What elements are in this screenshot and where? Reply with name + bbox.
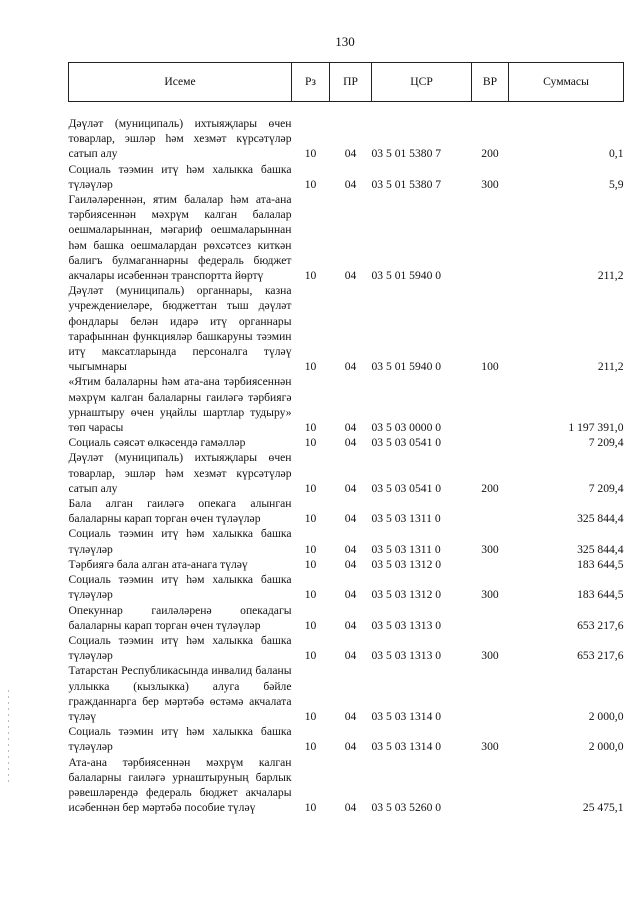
row-sum: 325 844,4	[577, 542, 624, 556]
row-pr: 04	[344, 588, 357, 602]
row-rz: 10	[304, 618, 317, 632]
row-vr	[472, 192, 509, 283]
row-rz: 10	[304, 512, 317, 526]
row-rz: 10	[304, 557, 317, 571]
row-vr: 300	[481, 740, 499, 754]
row-sum: 653 217,6	[577, 649, 624, 663]
row-vr: 200	[481, 147, 499, 161]
row-name: Ата-ана тәрбиясеннән мәхрүм калган балаларны гаиләгә урнаштыруның барлык рәвешләрендә федераль бюджет акчалары исәбеннән бер мәртәбә пособие түләү	[68, 755, 292, 815]
row-vr	[472, 603, 509, 633]
row-pr: 04	[344, 557, 357, 571]
row-pr: 04	[344, 801, 357, 815]
table-row	[69, 496, 624, 526]
row-vr: 100	[481, 360, 499, 374]
row-pr: 04	[344, 360, 357, 374]
header-pr: ПР	[330, 63, 372, 102]
row-rz: 10	[304, 588, 317, 602]
row-name: Социаль сәясәт өлкәсендә гамәлләр	[68, 436, 246, 450]
table-row	[69, 526, 624, 556]
header-rz: Рз	[292, 63, 330, 102]
row-vr	[472, 663, 509, 724]
table-row	[69, 663, 624, 724]
row-sum: 5,9	[609, 177, 624, 191]
row-vr: 300	[481, 588, 499, 602]
header-sum: Суммасы	[509, 63, 624, 102]
row-rz: 10	[304, 740, 317, 754]
row-name: Дәүләт (муниципаль) органнары, казна учреждениеләре, бюджеттан тыш дәүләт фондлары белән идарә итү органнары тарафыннан функцияләр башкаруны тәэмин итү максатларында персоналга түләү чыгымнары	[68, 284, 292, 374]
row-csr: 03 5 03 1314 0	[371, 740, 442, 754]
page-number: 130	[335, 34, 355, 49]
row-csr: 03 5 03 1313 0	[371, 649, 442, 663]
row-csr: 03 5 03 1312 0	[371, 557, 442, 571]
row-pr: 04	[344, 740, 357, 754]
table-header-row	[69, 63, 624, 102]
row-csr: 03 5 03 1311 0	[371, 542, 441, 556]
row-vr	[472, 435, 509, 450]
row-rz: 10	[304, 649, 317, 663]
row-sum: 325 844,4	[577, 512, 624, 526]
row-sum: 2 000,0	[588, 709, 624, 723]
row-rz: 10	[304, 481, 317, 495]
row-name: Дәүләт (муниципаль) ихтыяҗлары өчен товарлар, эшләр һәм хезмәт күрсәтүләр сатып алу	[68, 117, 292, 161]
row-sum: 7 209,4	[588, 481, 624, 495]
table-row	[69, 633, 624, 663]
row-sum: 1 197 391,0	[568, 421, 624, 435]
row-name: Опекуннар гаиләләренә опекадагы балаларны карап торган өчен түләүләр	[68, 603, 292, 632]
table-row	[69, 603, 624, 633]
row-vr	[472, 755, 509, 816]
row-rz: 10	[304, 360, 317, 374]
header-name: Исеме	[69, 63, 292, 102]
table-row	[69, 450, 624, 496]
margin-dotted-line	[8, 690, 9, 785]
budget-table	[68, 62, 624, 815]
row-name: «Ятим балаларны һәм ата-ана тәрбиясеннән мәхрүм калган балаларны гаиләгә тәрбиягә урнаштыру өчен уңайлы шартлар тудыру» төп чарасы	[68, 375, 292, 435]
row-vr: 200	[481, 481, 499, 495]
row-rz: 10	[304, 542, 317, 556]
row-pr: 04	[344, 512, 357, 526]
table-row	[69, 724, 624, 754]
row-sum: 0,1	[609, 147, 624, 161]
header-csr: ЦСР	[372, 63, 472, 102]
row-rz: 10	[304, 421, 317, 435]
row-csr: 03 5 03 0541 0	[371, 436, 442, 450]
row-name: Дәүләт (муниципаль) ихтыяҗлары өчен товарлар, эшләр һәм хезмәт күрсәтүләр сатып алу	[68, 451, 292, 495]
row-csr: 03 5 03 1314 0	[371, 709, 442, 723]
row-sum: 183 644,5	[577, 557, 624, 571]
table-row	[69, 572, 624, 602]
row-sum: 7 209,4	[588, 436, 624, 450]
row-name: Социаль тәэмин итү һәм халыкка башка түләүләр	[68, 633, 292, 663]
table-row	[69, 755, 624, 816]
table-spacer	[69, 102, 624, 117]
row-rz: 10	[304, 801, 317, 815]
table-row	[69, 192, 624, 283]
row-pr: 04	[344, 177, 357, 191]
table-row	[69, 557, 624, 572]
row-name: Социаль тәэмин итү һәм халыкка башка түләүләр	[68, 527, 292, 556]
row-name: Гаиләләреннән, ятим балалар һәм ата-ана тәрбиясеннән мәхрүм калган балалар оешмаларыннан, мәгариф оешмаларыннан һәм башка оешмалардан рөхсәтсез киткән балигъ булмаганнарны федераль бюджет акчалары исәбеннән транспортта йөртү	[68, 193, 292, 283]
table-row	[69, 374, 624, 435]
row-name: Бала алган гаиләгә опекага алынган балаларны карап торган өчен түләүләр	[68, 497, 292, 526]
row-rz: 10	[304, 269, 317, 283]
row-rz: 10	[304, 709, 317, 723]
row-csr: 03 5 01 5940 0	[371, 360, 442, 374]
row-vr	[472, 557, 509, 572]
row-pr: 04	[344, 481, 357, 495]
row-csr: 03 5 03 1311 0	[371, 512, 441, 526]
row-sum: 211,2	[597, 360, 624, 374]
table-row	[69, 435, 624, 450]
row-pr: 04	[344, 269, 357, 283]
row-csr: 03 5 01 5380 7	[371, 147, 442, 161]
row-vr	[472, 374, 509, 435]
row-name: Тәрбиягә бала алган ата-анага түләү	[68, 557, 248, 571]
row-pr: 04	[344, 649, 357, 663]
row-csr: 03 5 03 1312 0	[371, 588, 442, 602]
row-pr: 04	[344, 618, 357, 632]
row-pr: 04	[344, 542, 357, 556]
row-csr: 03 5 03 1313 0	[371, 618, 442, 632]
row-sum: 2 000,0	[588, 740, 624, 754]
row-pr: 04	[344, 436, 357, 450]
row-name: Социаль тәэмин итү һәм халыкка башка түләүләр	[68, 725, 292, 754]
row-sum: 211,2	[597, 269, 624, 283]
row-vr: 300	[481, 177, 499, 191]
row-vr: 300	[481, 542, 499, 556]
row-name: Социаль тәэмин итү һәм халыкка башка түләүләр	[68, 573, 292, 602]
row-sum: 653 217,6	[577, 618, 624, 632]
row-csr: 03 5 01 5380 7	[371, 177, 442, 191]
row-rz: 10	[304, 147, 317, 161]
row-sum: 25 475,1	[582, 801, 624, 815]
row-rz: 10	[304, 436, 317, 450]
row-name: Татарстан Республикасында инвалид баланы уллыкка (кызлыкка) алуга бәйле гражданнарга бер мәртәбә өстәмә акчалата түләү	[68, 664, 292, 723]
table-row	[69, 283, 624, 374]
row-pr: 04	[344, 421, 357, 435]
header-vr: ВР	[472, 63, 509, 102]
row-pr: 04	[344, 709, 357, 723]
row-vr: 300	[481, 649, 499, 663]
row-pr: 04	[344, 147, 357, 161]
row-name: Социаль тәэмин итү һәм халыкка башка түләүләр	[68, 162, 292, 191]
row-csr: 03 5 03 0541 0	[371, 481, 442, 495]
row-csr: 03 5 03 5260 0	[371, 801, 442, 815]
row-sum: 183 644,5	[577, 588, 624, 602]
table-row	[69, 162, 624, 192]
table-row	[69, 116, 624, 162]
row-csr: 03 5 03 0000 0	[371, 421, 442, 435]
row-vr	[472, 496, 509, 526]
row-rz: 10	[304, 177, 317, 191]
row-csr: 03 5 01 5940 0	[371, 269, 442, 283]
